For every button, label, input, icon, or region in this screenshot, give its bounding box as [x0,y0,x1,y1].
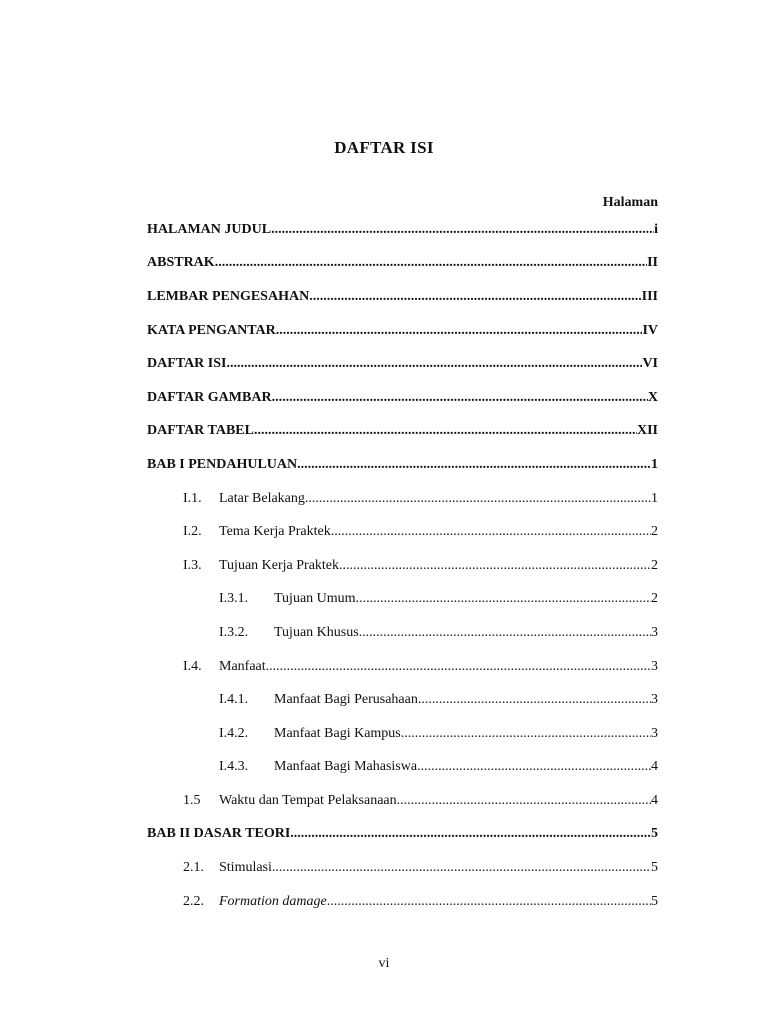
toc-dot-leader [359,625,651,641]
toc-dot-leader [356,591,651,607]
toc-entry-number: I.4.3. [219,759,249,775]
toc-entry-title: Stimulasi [219,860,272,876]
toc-entry-title: Manfaat Bagi Kampus [274,725,401,741]
toc-entry-title: Formation damage [219,893,327,909]
toc-dot-leader [401,726,651,742]
toc-entry-title: BAB I PENDAHULUAN [147,456,298,472]
toc-entry-title: Manfaat [219,658,266,674]
toc-entry-number: I.3.1. [219,591,249,607]
toc-entry[interactable] [147,213,658,247]
toc-entry-title: ABSTRAK [147,255,215,271]
toc-dot-leader [272,390,648,406]
toc-entry-page: 1 [651,490,658,506]
toc-entry-page: II [647,255,658,271]
halaman-column-label: Halaman [602,195,658,210]
toc-entry-page: 4 [651,792,658,808]
toc-dot-leader [290,826,651,842]
toc-entry-number: 2.1. [183,860,204,876]
toc-dot-leader [309,289,641,305]
toc-entry-number: I.4. [183,658,202,674]
table-of-contents [147,213,658,918]
toc-entry[interactable] [147,885,658,919]
toc-entry-page: 3 [651,624,658,640]
toc-entry-number: I.3.2. [219,624,249,640]
footer-page-number: vi [378,956,390,971]
toc-entry-title: Manfaat Bagi Perusahaan [274,692,418,708]
toc-entry-page: 2 [651,524,658,540]
toc-entry[interactable] [147,448,658,482]
toc-entry-title: DAFTAR ISI [147,356,227,372]
toc-entry-number: 2.2. [183,893,204,909]
toc-entry-title: HALAMAN JUDUL [147,221,272,237]
toc-entry-page: 4 [651,759,658,775]
toc-dot-leader [331,524,651,540]
toc-entry-page: XII [636,423,658,439]
toc-dot-leader [297,457,651,473]
toc-dot-leader [266,659,651,675]
toc-entry[interactable] [147,650,658,684]
toc-dot-leader [417,759,651,775]
toc-entry-page: 3 [651,658,658,674]
toc-entry[interactable] [147,717,658,751]
toc-entry-title: BAB II DASAR TEORI [147,826,291,842]
toc-entry-number: I.4.1. [219,692,249,708]
toc-entry-page: 5 [651,893,658,909]
toc-entry-title: KATA PENGANTAR [147,322,276,338]
toc-entry[interactable] [147,381,658,415]
toc-entry-number: 1.5 [183,792,201,808]
toc-dot-leader [397,793,651,809]
toc-entry-page: III [641,288,658,304]
toc-entry-page: 5 [651,860,658,876]
toc-dot-leader [226,356,642,372]
toc-dot-leader [418,692,651,708]
toc-entry[interactable] [147,616,658,650]
toc-entry-page: VI [642,356,658,372]
toc-entry-page: 2 [651,557,658,573]
toc-entry[interactable] [147,583,658,617]
toc-entry-title: Tujuan Kerja Praktek [219,557,340,573]
toc-entry-title: DAFTAR GAMBAR [147,389,272,405]
toc-dot-leader [215,255,647,271]
toc-dot-leader [327,894,651,910]
toc-entry[interactable] [147,314,658,348]
toc-entry-title: Waktu dan Tempat Pelaksanaan [219,792,397,808]
toc-entry[interactable] [147,515,658,549]
toc-entry-title: Tema Kerja Praktek [219,524,331,540]
toc-entry-title: Manfaat Bagi Mahasiswa [274,759,418,775]
toc-entry-number: I.3. [183,557,202,573]
toc-dot-leader [276,323,643,339]
toc-entry-number: I.2. [183,524,202,540]
toc-entry[interactable] [147,751,658,785]
toc-entry[interactable] [147,280,658,314]
toc-entry-title: LEMBAR PENGESAHAN [147,288,310,304]
toc-dot-leader [272,860,651,876]
toc-entry-title: Latar Belakang [219,490,305,506]
toc-dot-leader [339,558,651,574]
page-title: DAFTAR ISI [334,138,434,157]
toc-entry[interactable] [147,851,658,885]
toc-entry[interactable] [147,415,658,449]
toc-entry-page: 5 [651,826,658,842]
toc-entry-page: 3 [651,725,658,741]
toc-entry-page: 1 [651,456,658,472]
toc-entry[interactable] [147,347,658,381]
toc-entry[interactable] [147,818,658,852]
toc-entry-page: X [647,389,658,405]
toc-entry-page: IV [642,322,658,338]
toc-entry-page: i [654,221,658,237]
toc-entry-number: I.4.2. [219,725,249,741]
toc-entry-title: Tujuan Khusus [274,624,359,640]
toc-entry-page: 2 [651,591,658,607]
toc-entry-title: Tujuan Umum [274,591,356,607]
toc-entry-title: DAFTAR TABEL [147,423,254,439]
toc-entry[interactable] [147,247,658,281]
toc-dot-leader [254,423,637,439]
toc-entry-page: 3 [651,692,658,708]
toc-dot-leader [305,491,651,507]
toc-entry[interactable] [147,482,658,516]
toc-dot-leader [271,222,654,238]
toc-entry[interactable] [147,683,658,717]
toc-entry[interactable] [147,784,658,818]
toc-entry-number: I.1. [183,490,202,506]
toc-entry[interactable] [147,549,658,583]
